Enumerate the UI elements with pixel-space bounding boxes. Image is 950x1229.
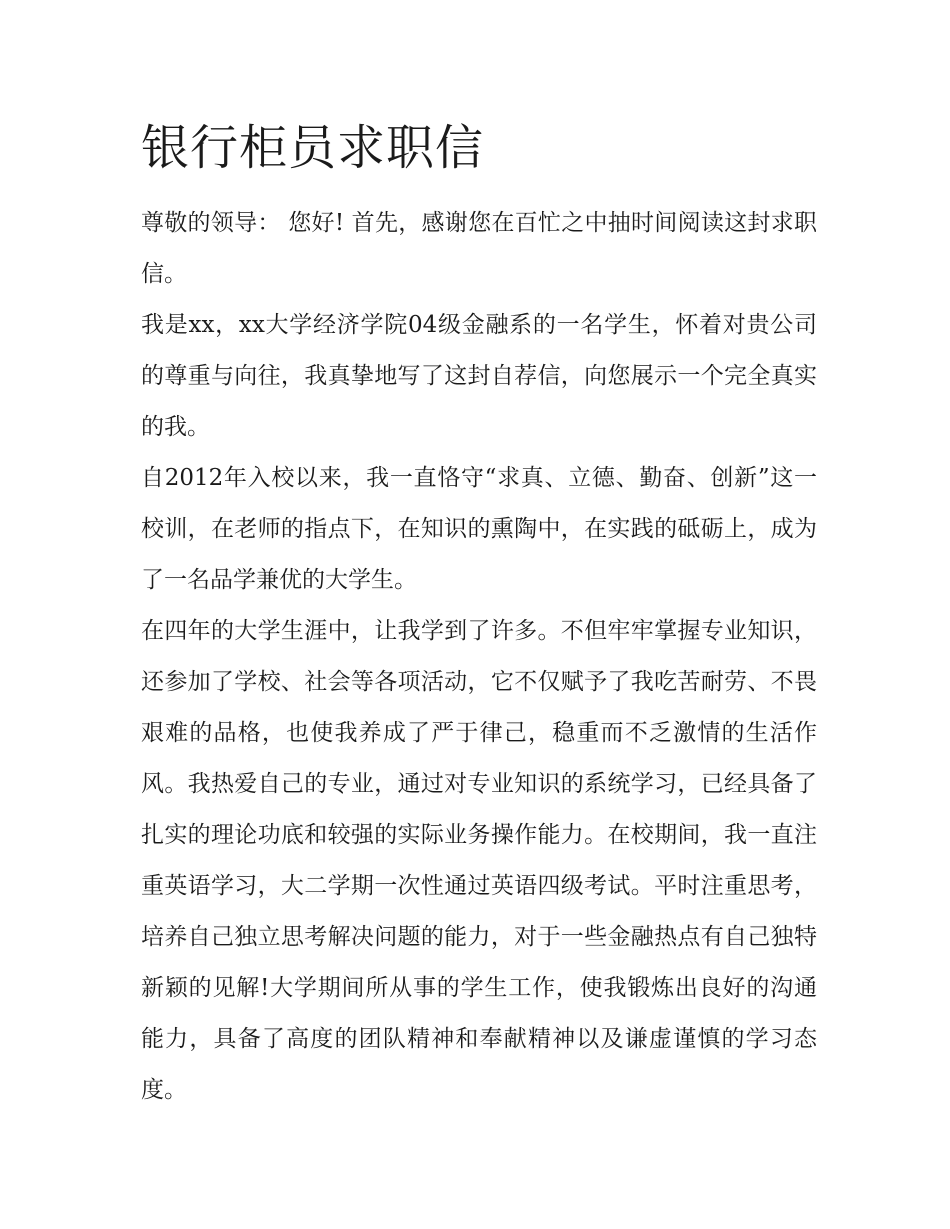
paragraph-introduction: 我是xx，xx大学经济学院04级金融系的一名学生，怀着对贵公司的尊重与向往，我真挚地写了这封自荐信，向您展示一个完全真实的我。 xyxy=(141,312,817,440)
document-body xyxy=(141,112,817,1116)
document-title: 银行柜员求职信 xyxy=(141,120,485,176)
paragraph-school-motto: 自2012年入校以来，我一直恪守“求真、立德、勤奋、创新”这一校训，在老师的指点下，在知识的熏陶中，在实践的砥砺上，成为了一名品学兼优的大学生。 xyxy=(141,465,817,593)
paragraph-greeting: 尊敬的领导： 您好! 首先，感谢您在百忙之中抽时间阅读这封求职信。 xyxy=(141,210,817,287)
paragraph-university-experience: 在四年的大学生涯中，让我学到了许多。不但牢牢掌握专业知识，还参加了学校、社会等各项活动，它不仅赋予了我吃苦耐劳、不畏艰难的品格，也使我养成了严于律己，稳重而不乏激情的生活作风。我热爱自己的专业，通过对专业知识的系统学习，已经具备了扎实的理论功底和较强的实际业务操作能力。在校期间，我一直注重英语学习，大二学期一次性通过英语四级考试。平时注重思考，培养自己独立思考解决问题的能力，对于一些金融热点有自己独特新颖的见解!大学期间所从事的学生工作，使我锻炼出良好的沟通能力，具备了高度的团队精神和奉献精神以及谦虚谨慎的学习态度。 xyxy=(141,618,817,1103)
